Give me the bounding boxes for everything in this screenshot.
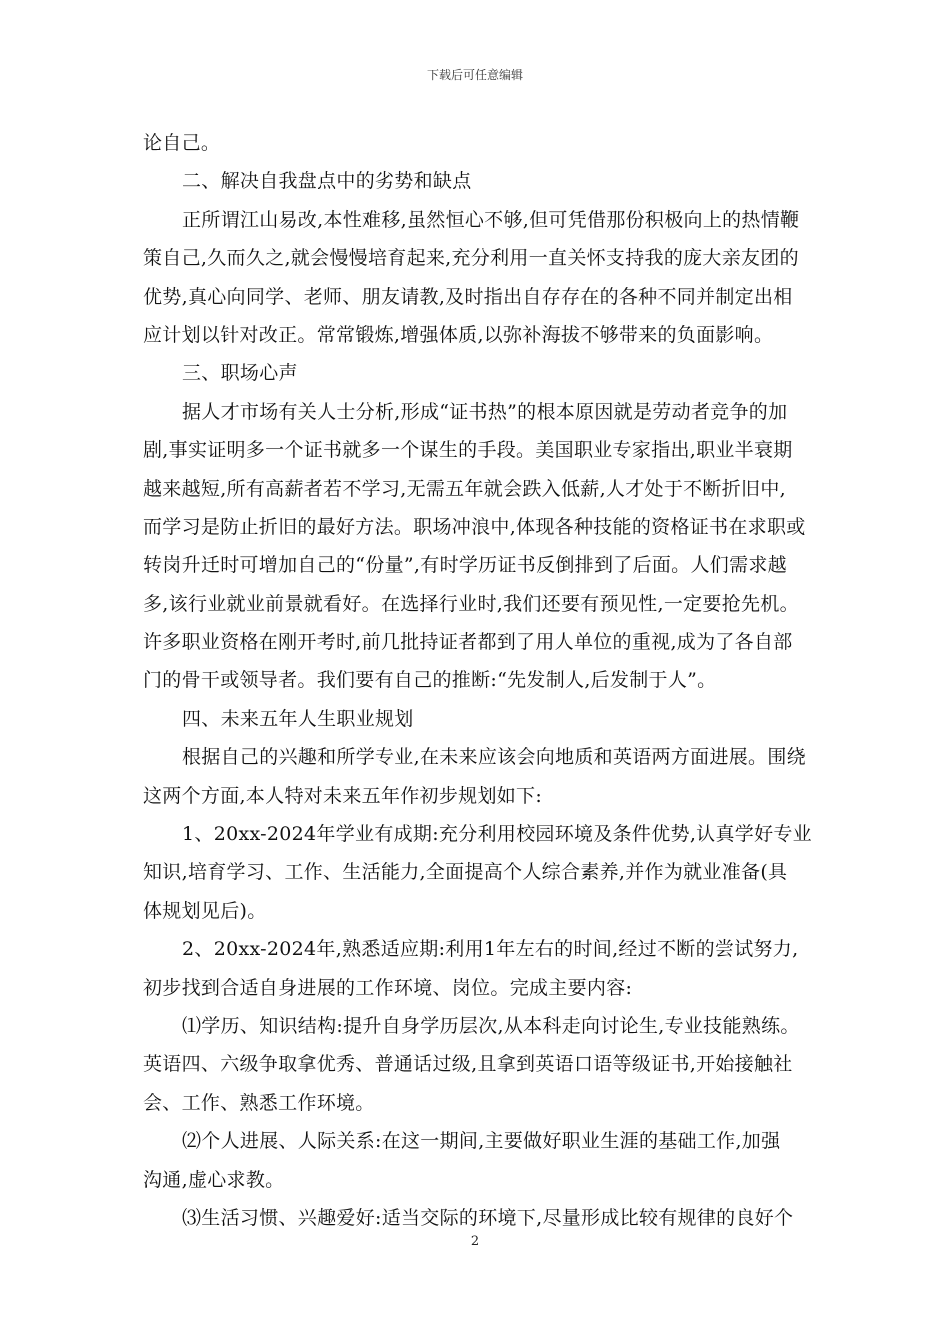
text-line: 正所谓江山易改,本性难移,虽然恒心不够,但可凭借那份积极向上的热情鞭 [182, 208, 800, 231]
text-line: ⑵个人进展、人际关系:在这一期间,主要做好职业生涯的基础工作,加强 [182, 1130, 781, 1153]
text-line: 优势,真心向同学、老师、朋友请教,及时指出自存存在的各种不同并制定出相 [143, 285, 793, 308]
document-body [143, 124, 813, 1237]
text-line: 这两个方面,本人特对未来五年作初步规划如下: [143, 784, 543, 807]
text-line: 沟通,虚心求教。 [143, 1168, 285, 1191]
text-line: 应计划以针对改正。常常锻炼,增强体质,以弥补海拔不够带来的负面影响。 [143, 323, 774, 346]
page-header: 下载后可任意编辑 [426, 68, 523, 82]
text-line: 1、20xx-2024年学业有成期:充分利用校园环境及条件优势,认真学好专业 [182, 823, 812, 846]
text-line: 多,该行业就业前景就看好。在选择行业时,我们还要有预见性,一定要抢先机。 [143, 592, 799, 615]
text-line: 而学习是防止折旧的最好方法。职场冲浪中,体现各种技能的资格证书在求职或 [143, 515, 806, 538]
text-line: 初步找到合适自身进展的工作环境、岗位。完成主要内容: [143, 976, 633, 999]
text-line: 据人才市场有关人士分析,形成“证书热”的根本原因就是劳动者竞争的加 [182, 400, 788, 423]
text-line: 论自己。 [143, 132, 221, 154]
text-line: 二、解决自我盘点中的劣势和缺点 [182, 170, 472, 193]
text-line: 英语四、六级争取拿优秀、普通话过级,且拿到英语口语等级证书,开始接触社 [143, 1053, 793, 1076]
text-line: 剧,事实证明多一个证书就多一个谋生的手段。美国职业专家指出,职业半衰期 [143, 439, 793, 462]
text-line: 转岗升迁时可增加自己的“份量”,有时学历证书反倒排到了后面。人们需求越 [143, 554, 787, 577]
text-line: 2、20xx-2024年,熟悉适应期:利用1年左右的时间,经过不断的尝试努力, [182, 938, 799, 961]
text-line: 会、工作、熟悉工作环境。 [143, 1091, 375, 1114]
text-line: 根据自己的兴趣和所学专业,在未来应该会向地质和英语两方面进展。围绕 [182, 746, 806, 769]
text-line: 越来越短,所有高薪者若不学习,无需五年就会跌入低薪,人才处于不断折旧中, [143, 477, 786, 500]
text-line: 知识,培育学习、工作、生活能力,全面提高个人综合素养,并作为就业准备(具 [143, 861, 788, 884]
text-line: 门的骨干或领导者。我们要有自己的推断:“先发制人,后发制于人”。 [143, 669, 717, 692]
text-line: 三、职场心声 [182, 362, 298, 385]
text-line: 策自己,久而久之,就会慢慢培育起来,充分利用一直关怀支持我的庞大亲友团的 [143, 247, 799, 270]
text-line: ⑴学历、知识结构:提升自身学历层次,从本科走向讨论生,专业技能熟练。 [182, 1014, 800, 1037]
text-line: ⑶生活习惯、兴趣爱好:适当交际的环境下,尽量形成比较有规律的良好个 [182, 1206, 794, 1229]
text-line: 许多职业资格在刚开考时,前几批持证者都到了用人单位的重视,成为了各自部 [143, 631, 793, 654]
text-line: 体规划见后)。 [143, 899, 267, 922]
page-number: 2 [470, 1234, 480, 1249]
text-line: 四、未来五年人生职业规划 [182, 707, 414, 730]
